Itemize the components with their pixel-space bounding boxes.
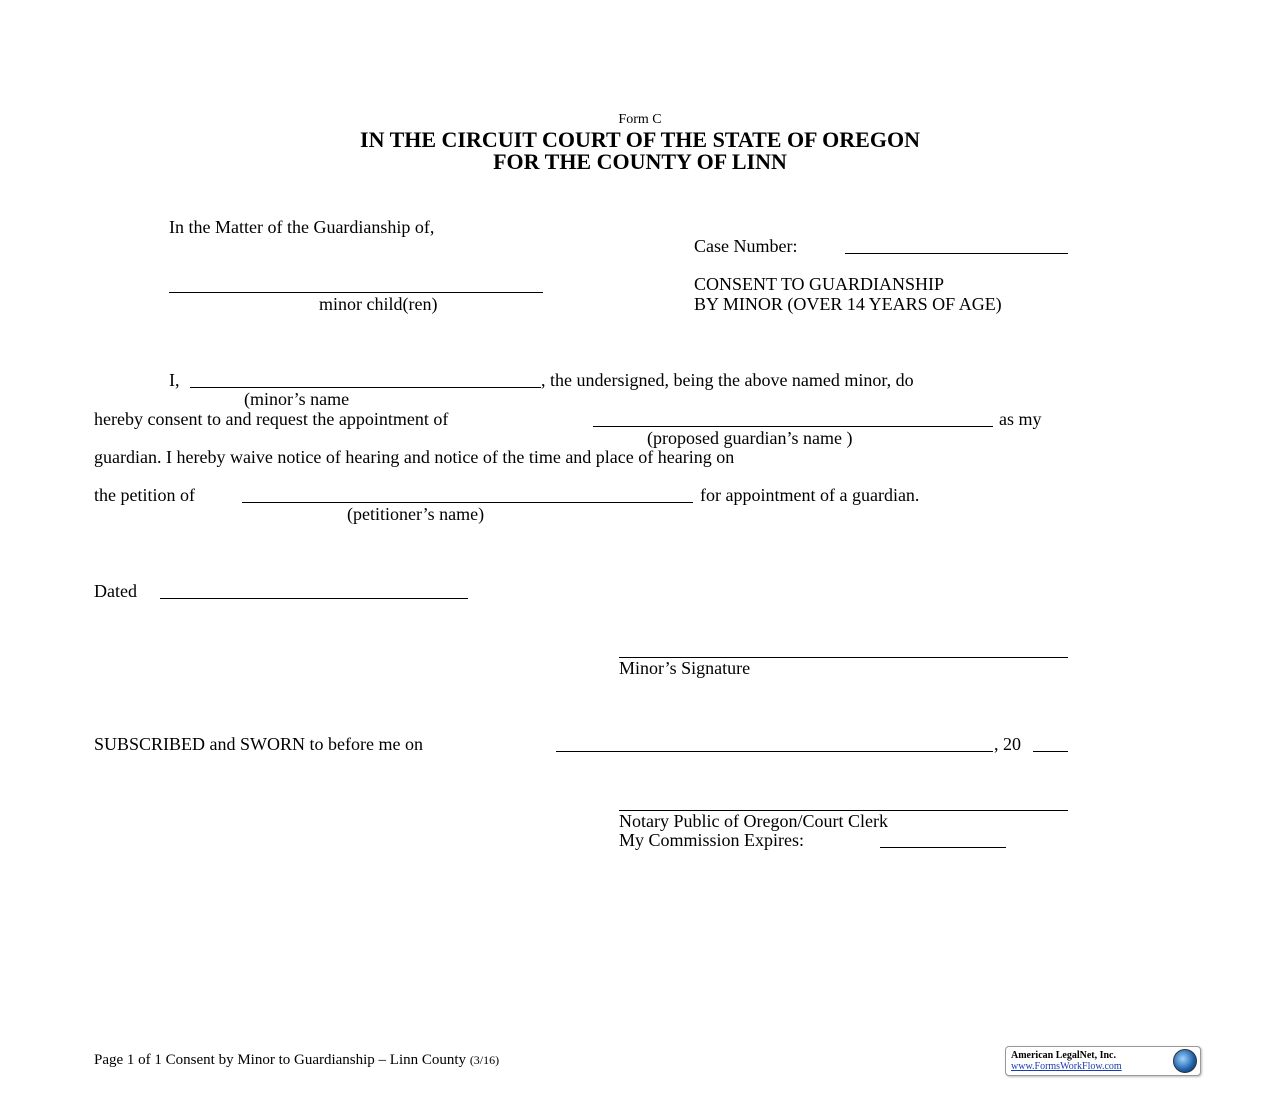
- minor-name-hint: (minor’s name: [244, 389, 350, 409]
- form-label: Form C: [618, 112, 662, 127]
- undersigned-text: , the undersigned, being the above named minor, do: [541, 370, 914, 390]
- document-title-line1: CONSENT TO GUARDIANSHIP: [694, 274, 945, 294]
- sworn-date-input[interactable]: [556, 751, 993, 752]
- commission-expires-input[interactable]: [880, 847, 1006, 848]
- proposed-guardian-input[interactable]: [593, 426, 993, 427]
- petition-text: the petition of: [94, 485, 195, 505]
- american-legalnet-logo[interactable]: [1005, 1046, 1201, 1076]
- footer-page-info: Page 1 of 1 Consent by Minor to Guardianship – Linn County: [94, 1052, 467, 1068]
- as-my-text: as my: [999, 409, 1042, 429]
- footer-text: [94, 1050, 499, 1070]
- petitioner-name-input[interactable]: [242, 502, 693, 503]
- consent-text: hereby consent to and request the appointment of: [94, 409, 449, 429]
- petitioner-name-hint: (petitioner’s name): [347, 504, 485, 524]
- minor-signature-label: Minor’s Signature: [619, 658, 751, 678]
- minor-name-input[interactable]: [190, 387, 541, 388]
- case-number-label: Case Number:: [694, 236, 798, 256]
- notary-label: Notary Public of Oregon/Court Clerk: [619, 811, 888, 831]
- subscribed-text: SUBSCRIBED and SWORN to before me on: [94, 734, 423, 754]
- court-title-line1: IN THE CIRCUIT COURT OF THE STATE OF OREGON: [360, 127, 920, 152]
- document-title-line2: BY MINOR (OVER 14 YEARS OF AGE): [694, 294, 1002, 314]
- logo-url-link[interactable]: www.FormsWorkFlow.com: [1011, 1061, 1122, 1072]
- dated-input[interactable]: [160, 598, 468, 599]
- minor-children-label: minor child(ren): [319, 294, 438, 314]
- footer-version: (3/16): [469, 1053, 500, 1067]
- for-appointment-text: for appointment of a guardian.: [700, 485, 920, 505]
- matter-caption: In the Matter of the Guardianship of,: [169, 217, 435, 237]
- dated-label: Dated: [94, 581, 137, 601]
- logo-name: American LegalNet, Inc.: [1011, 1050, 1116, 1061]
- minor-name-field[interactable]: [169, 292, 543, 293]
- i-text: I,: [169, 370, 180, 390]
- court-title-line2: FOR THE COUNTY OF LINN: [493, 149, 787, 174]
- case-number-field[interactable]: [845, 253, 1068, 254]
- guardian-name-hint: (proposed guardian’s name ): [647, 428, 853, 448]
- year-input[interactable]: [1033, 751, 1068, 752]
- commission-label: My Commission Expires:: [619, 830, 805, 850]
- year-prefix: , 20: [994, 734, 1021, 754]
- globe-icon: [1173, 1049, 1197, 1073]
- waive-text: guardian. I hereby waive notice of hearing and notice of the time and place of hearing on: [94, 447, 735, 467]
